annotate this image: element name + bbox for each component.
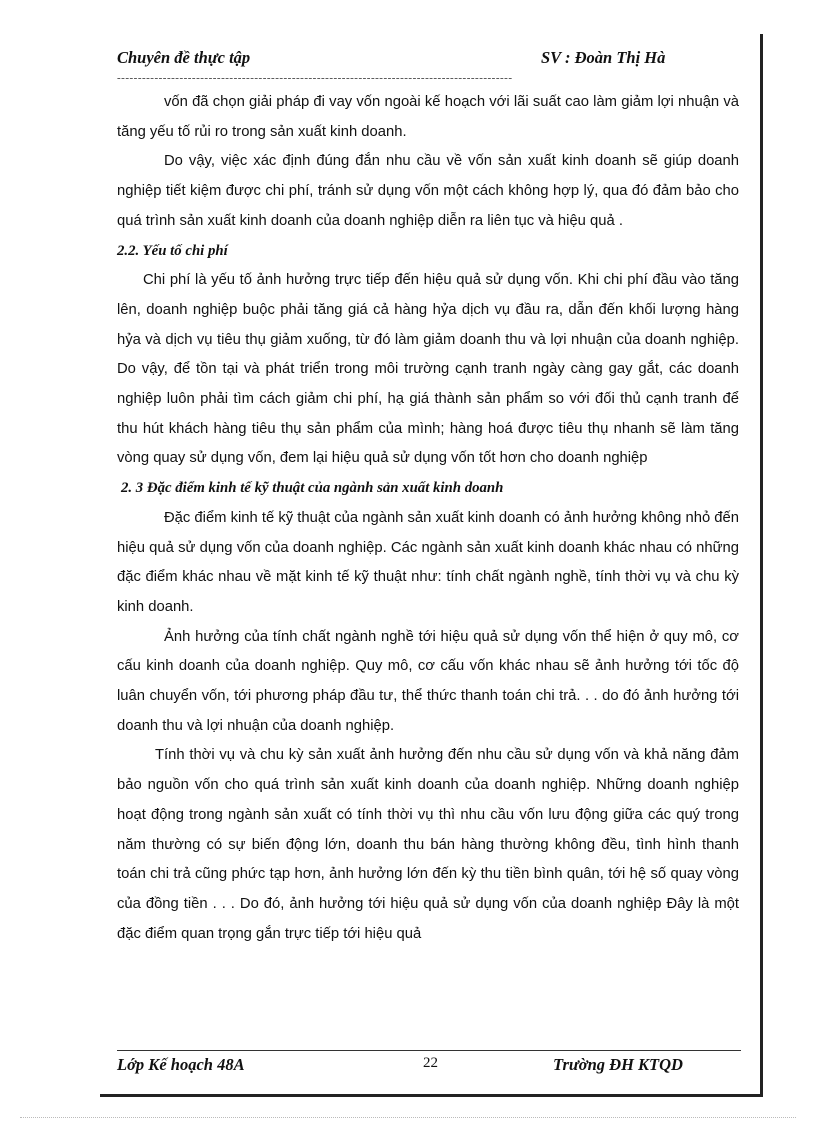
- paragraph-seasonality: Tính thời vụ và chu kỳ sản xuất ảnh hưởng đến nhu cầu sử dụng vốn và khả năng đảm bảo nguồn vốn cho quá trình sản xuất kinh doanh của doanh nghiệp. Những doanh nghiệp hoạt động trong ngành sản xuất có tính thời vụ thì nhu cầu vốn lưu động giữa các quý trong năm thường có sự biến động lớn, doanh thu bán hàng thường không đều, tình hình thanh toán chi trả cũng phức tạp hơn, ảnh hưởng lớn đến kỳ thu tiền bình quân, tới hệ số quay vòng của đồng tiền . . . Do đó, ảnh hưởng tới hiệu quả sử dụng vốn của doanh nghiệp Đây là một đặc điểm quan trọng gắn trực tiếp tới hiệu quả: [117, 747, 739, 942]
- header-author: SV : Đoàn Thị Hà: [541, 48, 666, 67]
- footer-school: Trường ĐH KTQD: [553, 1055, 683, 1074]
- section-heading-2-2: 2.2. Yếu tố chi phí: [117, 242, 228, 259]
- section-heading-2-3: 2. 3 Đặc điểm kinh tế kỹ thuật của ngành sản xuất kinh doanh: [121, 480, 504, 497]
- paragraph-industry-nature: Ảnh hưởng của tính chất ngành nghề tới hiệu quả sử dụng vốn thể hiện ở quy mô, cơ cấu kinh doanh của doanh nghiệp. Quy mô, cơ cấu vốn khác nhau sẽ ảnh hưởng tới tốc độ luân chuyển vốn, tới phương pháp đầu tư, thể thức thanh toán chi trả. . . do đó ảnh hưởng tới doanh thu và lợi nhuận của doanh nghiệp.: [117, 628, 739, 734]
- page-footer: [117, 1055, 741, 1079]
- paragraph-continuation: vốn đã chọn giải pháp đi vay vốn ngoài kế hoạch với lãi suất cao làm giảm lợi nhuận và tăng yếu tố rủi ro trong sản xuất kinh doanh.: [117, 94, 739, 140]
- paragraph-industry-features: Đặc điểm kinh tế kỹ thuật của ngành sản xuất kinh doanh có ảnh hưởng không nhỏ đến hiệu quả sử dụng vốn của doanh nghiệp. Các ngành sản xuất kinh doanh khác nhau có những đặc điểm khác nhau về mặt kinh tế kỹ thuật như: tính chất ngành nghề, tính thời vụ và chu kỳ kinh doanh.: [117, 509, 739, 615]
- page-number: 22: [423, 1055, 438, 1071]
- footer-class: Lớp Kế hoạch 48A: [117, 1055, 245, 1074]
- paragraph-capital-needs: Do vậy, việc xác định đúng đắn nhu cầu về vốn sản xuất kinh doanh sẽ giúp doanh nghiệp tiết kiệm được chi phí, tránh sử dụng vốn một cách không hợp lý, qua đó đảm bảo cho quá trình sản xuất kinh doanh của doanh nghiệp diễn ra liên tục và hiệu quả .: [117, 153, 739, 229]
- document-body: [117, 88, 739, 949]
- header-title: Chuyên đề thực tập: [117, 48, 251, 67]
- footer-rule: [117, 1050, 741, 1051]
- paragraph-cost-factor: Chi phí là yếu tố ảnh hưởng trực tiếp đến hiệu quả sử dụng vốn. Khi chi phí đầu vào tăng lên, doanh nghiệp buộc phải tăng giá cả hàng hỷa dịch vụ đầu ra, dẫn đến khối lượng hàng hỷa và dịch vụ tiêu thụ giảm xuống, từ đó làm giảm doanh thu và lợi nhuận của doanh nghiệp. Do vậy, để tồn tại và phát triển trong môi trường cạnh tranh ngày càng gay gắt, các doanh nghiệp luôn phải tìm cách giảm chi phí, hạ giá thành sản phẩm so với đối thủ cạnh tranh để thu hút khách hàng tiêu thụ sản phẩm của mình; hàng hoá được tiêu thụ nhanh sẽ làm tăng vòng quay sử dụng vốn, đem lại hiệu quả sử dụng vốn tốt hơn cho doanh nghiệp: [117, 272, 739, 467]
- page-edge-dots: [20, 1117, 796, 1118]
- header-separator: -----------------------------------------------------------------------------------------------: [117, 73, 513, 83]
